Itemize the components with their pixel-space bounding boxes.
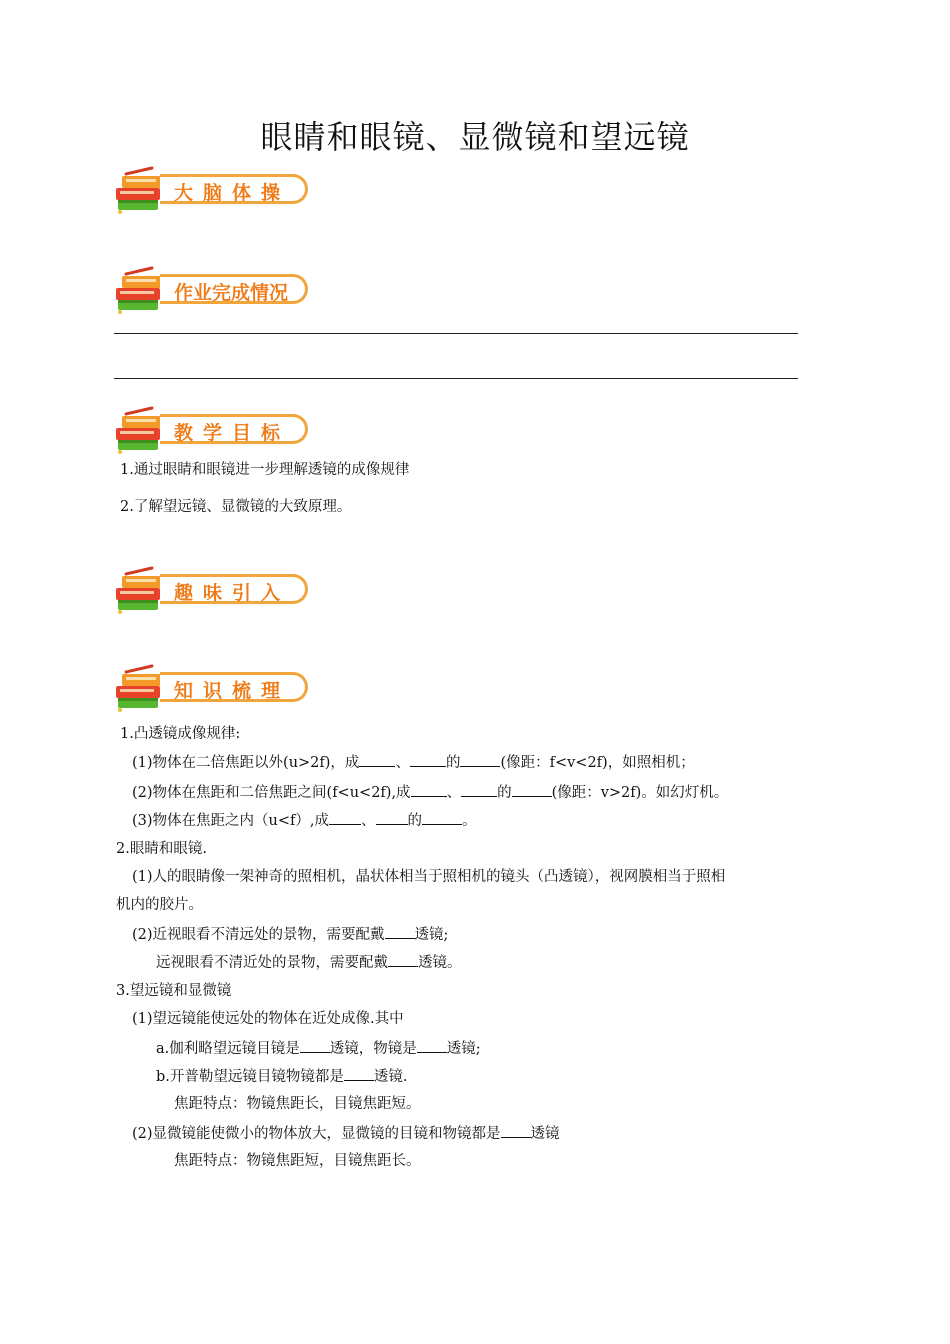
eye-paragraph-1: (1)人的眼睛像一架神奇的照相机，晶状体相当于照相机的镜头（凸透镜），视网膜相当于照相	[132, 869, 726, 885]
fill-blank[interactable]	[300, 1038, 330, 1053]
fill-blank[interactable]	[512, 782, 552, 797]
telescope-galileo: a.伽利略望远镜目镜是 透镜，物镜是 透镜;	[156, 1038, 481, 1059]
section-title: 知识梳理	[174, 680, 291, 702]
page-title: 眼睛和眼镜、显微镜和望远镜	[260, 118, 690, 156]
fill-blank[interactable]	[344, 1066, 374, 1081]
telescope-intro: (1)望远镜能使远处的物体在近处成像.其中	[132, 1011, 404, 1027]
section-header-goals	[112, 406, 322, 458]
microscope-focal-note: 焦距特点：物镜焦距短，目镜焦距长。	[174, 1153, 421, 1169]
eye-paragraph-1-cont: 机内的胶片。	[116, 897, 203, 913]
rule-line-3: (3)物体在焦距之内（u<f）,成 、 的 。	[132, 810, 477, 831]
section-header-knowledge	[112, 664, 322, 716]
fill-blank[interactable]	[329, 810, 361, 825]
rule-line-1: (1)物体在二倍焦距以外(u>2f)，成 、 的 (像距：f<v<2f)，如照相机；	[132, 752, 695, 773]
rule-line-2: (2)物体在焦距和二倍焦距之间(f<u<2f),成 、 的 (像距：v>2f)。如幻灯机。	[132, 782, 728, 803]
telescope-kepler: b.开普勒望远镜目镜物镜都是 透镜.	[156, 1066, 408, 1087]
fill-blank[interactable]	[376, 810, 408, 825]
heading-telescope-microscope: 3.望远镜和显微镜	[116, 983, 232, 999]
heading-eyes: 2.眼睛和眼镜.	[116, 841, 207, 857]
fill-blank[interactable]	[501, 1123, 531, 1138]
eye-myopia: (2)近视眼看不清远处的景物，需要配戴 透镜;	[132, 924, 448, 945]
microscope-line: (2)显微镜能使微小的物体放大，显微镜的目镜和物镜都是 透镜	[132, 1123, 560, 1144]
section-title: 作业完成情况	[174, 282, 289, 304]
fill-blank[interactable]	[359, 752, 395, 767]
fill-blank[interactable]	[417, 1038, 447, 1053]
telescope-focal-note: 焦距特点：物镜焦距长，目镜焦距短。	[174, 1096, 421, 1112]
section-header-homework	[112, 266, 322, 318]
fill-blank[interactable]	[411, 782, 447, 797]
fill-blank[interactable]	[410, 752, 446, 767]
goal-item: 2.了解望远镜、显微镜的大致原理。	[120, 499, 352, 515]
answer-line	[114, 333, 798, 334]
fill-blank[interactable]	[422, 810, 462, 825]
fill-blank[interactable]	[460, 752, 500, 767]
goal-item: 1.通过眼睛和眼镜进一步理解透镜的成像规律	[120, 462, 410, 478]
answer-line	[114, 378, 798, 379]
heading-convex-lens: 1.凸透镜成像规律:	[120, 726, 241, 742]
fill-blank[interactable]	[461, 782, 497, 797]
fill-blank[interactable]	[388, 952, 418, 967]
section-title: 教学目标	[174, 422, 291, 444]
section-title: 趣味引入	[174, 582, 291, 604]
fill-blank[interactable]	[385, 924, 415, 939]
section-title: 大脑体操	[174, 182, 291, 204]
section-header-intro	[112, 566, 322, 618]
section-header-brain	[112, 166, 322, 218]
eye-hyperopia: 远视眼看不清近处的景物，需要配戴 透镜。	[156, 952, 462, 973]
